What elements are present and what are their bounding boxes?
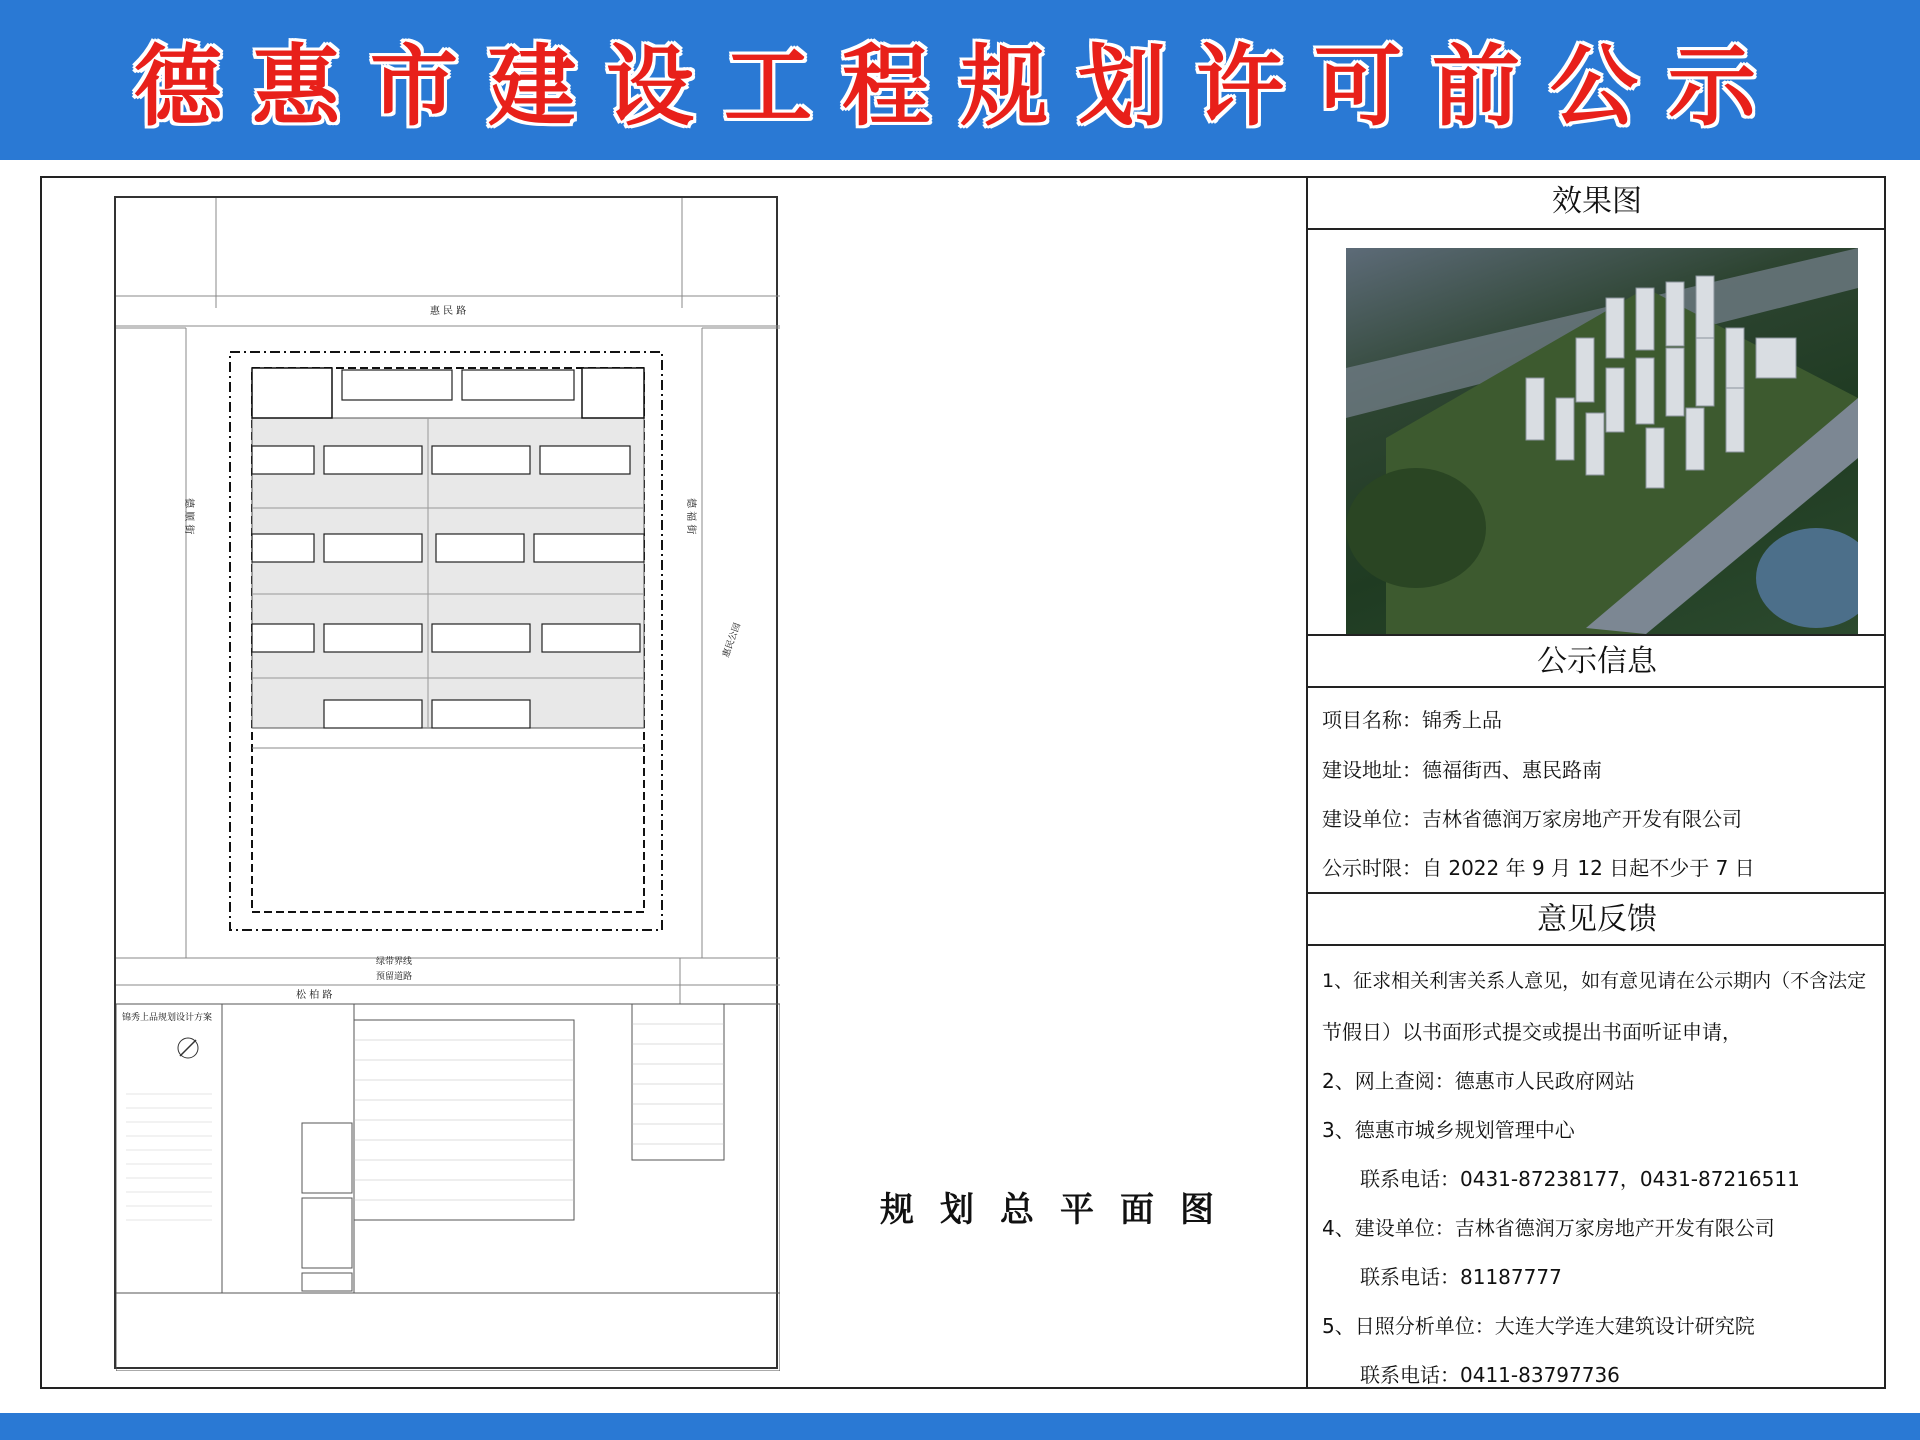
road-label-north: 惠 民 路 bbox=[429, 306, 467, 317]
info-label: 建设地址： bbox=[1322, 758, 1422, 782]
notice-board bbox=[0, 160, 1920, 1413]
feedback-line: 2、网上查阅：德惠市人民政府网站 bbox=[1322, 1069, 1635, 1093]
banner-title: 德惠市建设工程规划许可前公示 bbox=[133, 35, 1786, 138]
green-line-label: 绿带界线 bbox=[376, 957, 413, 967]
info-value: 吉林省德润万家房地产开发有限公司 bbox=[1422, 807, 1742, 831]
planned-road-label: 预留道路 bbox=[376, 972, 413, 982]
title-banner bbox=[0, 0, 1920, 160]
info-row-period bbox=[1322, 852, 1755, 881]
info-heading: 公示信息 bbox=[1308, 634, 1886, 688]
feedback-line: 3、德惠市城乡规划管理中心 bbox=[1322, 1118, 1575, 1142]
rendering-image bbox=[1346, 248, 1858, 634]
road-label-south: 松 柏 路 bbox=[296, 990, 333, 1001]
info-value: 自 2022 年 9 月 12 日起不少于 7 日 bbox=[1422, 856, 1755, 880]
info-label: 项目名称： bbox=[1322, 708, 1422, 732]
feedback-line: 联系电话：0411-83797736 bbox=[1360, 1363, 1620, 1387]
info-panel bbox=[1306, 176, 1886, 1389]
feedback-line: 1、征求相关利害关系人意见，如有意见请在公示期内（不含法定 bbox=[1322, 970, 1867, 992]
park-label: 惠民公园 bbox=[721, 621, 744, 660]
info-row-address bbox=[1322, 754, 1602, 783]
plan-caption: 规划总平面图 bbox=[880, 1190, 1240, 1230]
feedback-line: 联系电话：0431-87238177，0431-87216511 bbox=[1360, 1167, 1800, 1191]
site-plan-svg bbox=[116, 198, 780, 1371]
feedback-line: 5、日照分析单位：大连大学连大建筑设计研究院 bbox=[1322, 1314, 1755, 1338]
feedback-heading: 意见反馈 bbox=[1308, 892, 1886, 946]
info-row-builder bbox=[1322, 803, 1742, 832]
info-row-project bbox=[1322, 704, 1502, 733]
info-label: 建设单位： bbox=[1322, 807, 1422, 831]
feedback-line: 节假日）以书面形式提交或提出书面听证申请， bbox=[1322, 1020, 1742, 1044]
road-label-east: 德 福 街 bbox=[685, 498, 696, 535]
effect-heading: 效果图 bbox=[1308, 176, 1886, 230]
road-label-west: 德 顺 街 bbox=[183, 498, 194, 535]
info-value: 德福街西、惠民路南 bbox=[1422, 758, 1602, 782]
info-label: 公示时限： bbox=[1322, 856, 1422, 880]
feedback-line: 联系电话：81187777 bbox=[1360, 1265, 1562, 1289]
info-value: 锦秀上品 bbox=[1422, 708, 1502, 732]
plan-title: 锦秀上品规划设计方案 bbox=[122, 1013, 213, 1023]
site-plan-drawing bbox=[114, 196, 778, 1369]
feedback-line: 4、建设单位：吉林省德润万家房地产开发有限公司 bbox=[1322, 1216, 1775, 1240]
